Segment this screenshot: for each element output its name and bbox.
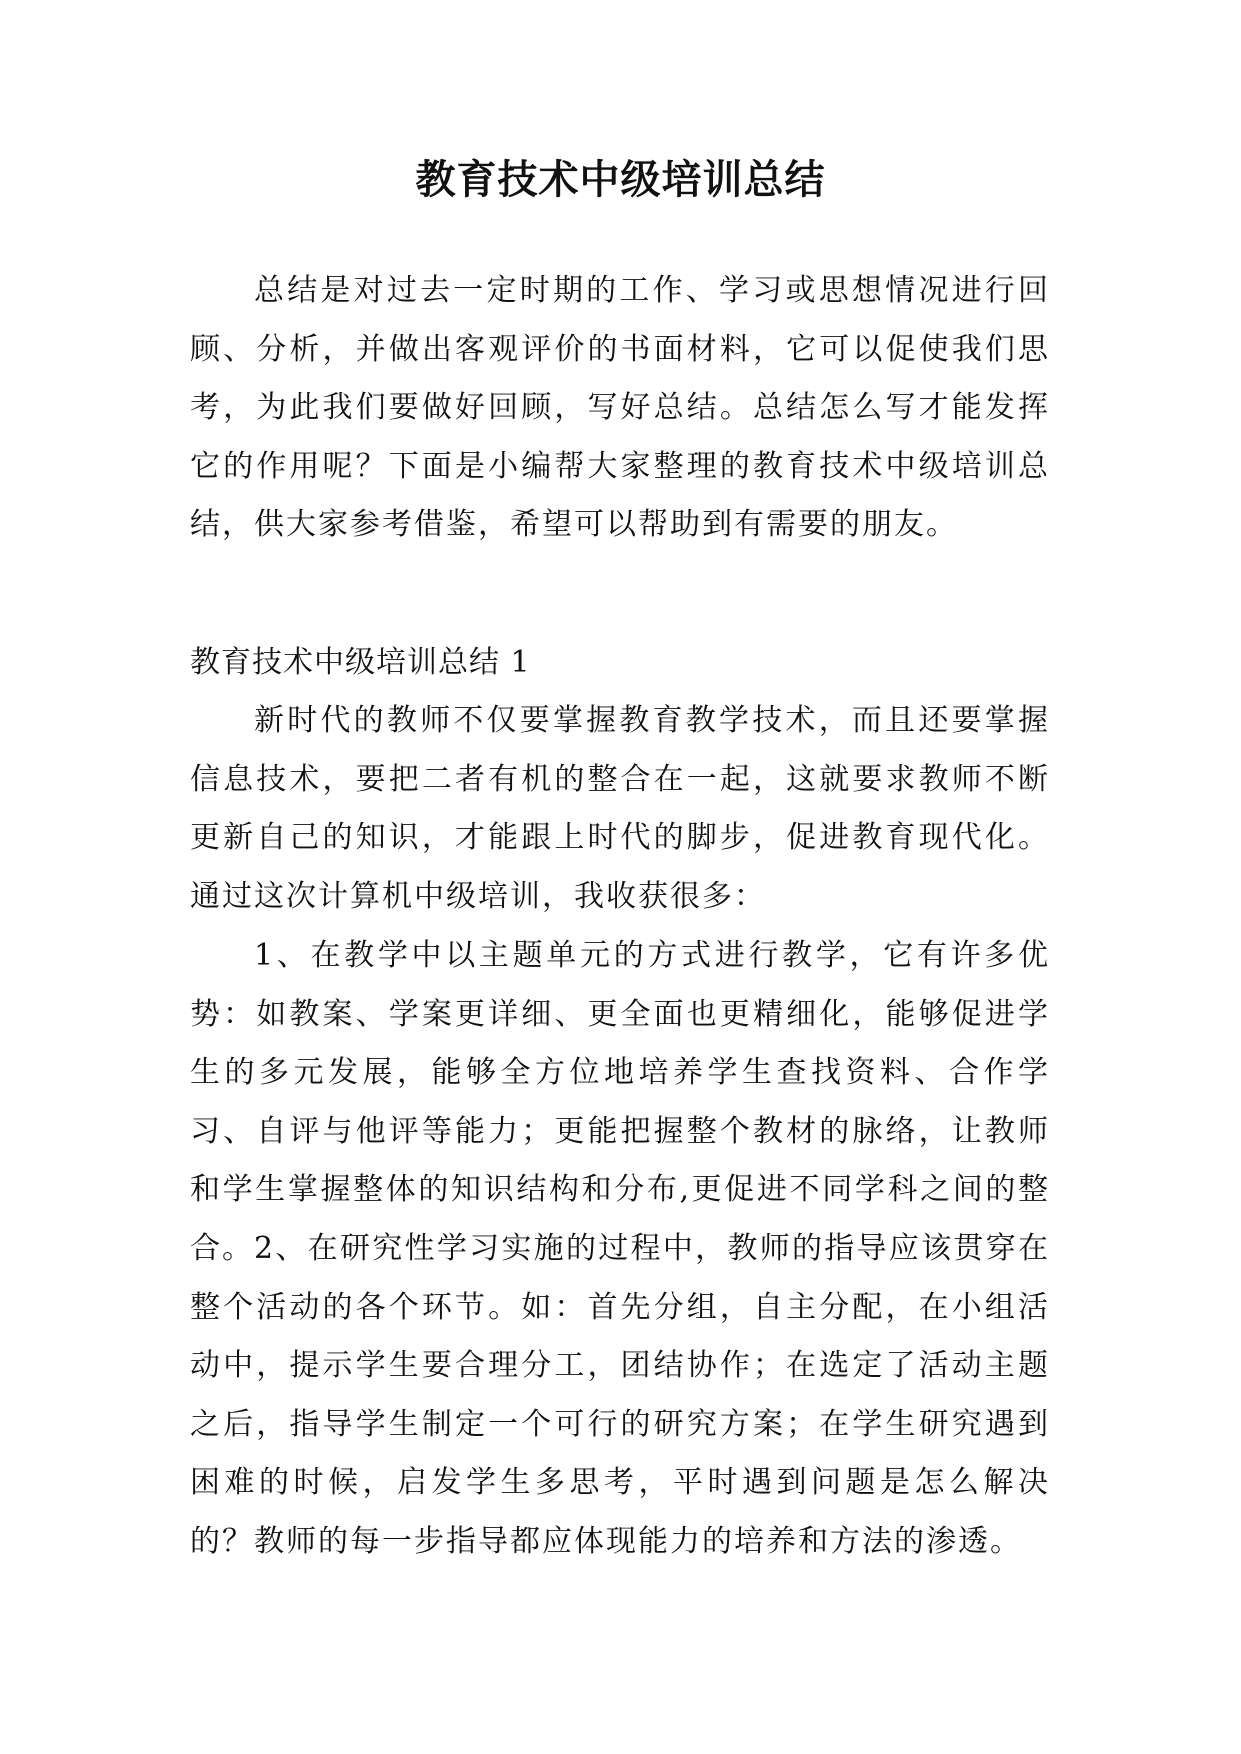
body-paragraph: 1、在教学中以主题单元的方式进行教学，它有许多优势：如教案、学案更详细、更全面也更精细化，能够促进学生的多元发展，能够全方位地培养学生查找资料、合作学习、自评与他评等能力；更能把握整个教材的脉络，让教师和学生掌握整体的知识结构和分布,更促进不同学科之间的整合。 bbox=[190, 938, 1050, 1266]
intro-paragraph: 总结是对过去一定时期的工作、学习或思想情况进行回顾、分析，并做出客观评价的书面材料，它可以促使我们思考，为此我们要做好回顾，写好总结。总结怎么写才能发挥它的作用呢？下面是小编帮大家整理的教育技术中级培训总结，供大家参考借鉴，希望可以帮助到有需要的朋友。 bbox=[190, 273, 1050, 542]
body-paragraph: 2、在研究性学习实施的过程中，教师的指导应该贯穿在整个活动的各个环节。如：首先分组，自主分配，在小组活动中，提示学生要合理分工，团结协作；在选定了活动主题之后，指导学生制定一个可行的研究方案；在学生研究遇到困难的时候，启发学生多思考，平时遇到问题是怎么解决的？教师的每一步指导都应体现能力的培养和方法的渗透。 bbox=[190, 1231, 1050, 1559]
body-paragraph: 新时代的教师不仅要掌握教育教学技术，而且还要掌握信息技术，要把二者有机的整合在一起，这就要求教师不断更新自己的知识，才能跟上时代的脚步，促进教育现代化。通过这次计算机中级培训，我收获很多： bbox=[190, 703, 1050, 914]
section-heading: 教育技术中级培训总结 1 bbox=[190, 645, 531, 680]
document-title: 教育技术中级培训总结 bbox=[415, 157, 826, 203]
